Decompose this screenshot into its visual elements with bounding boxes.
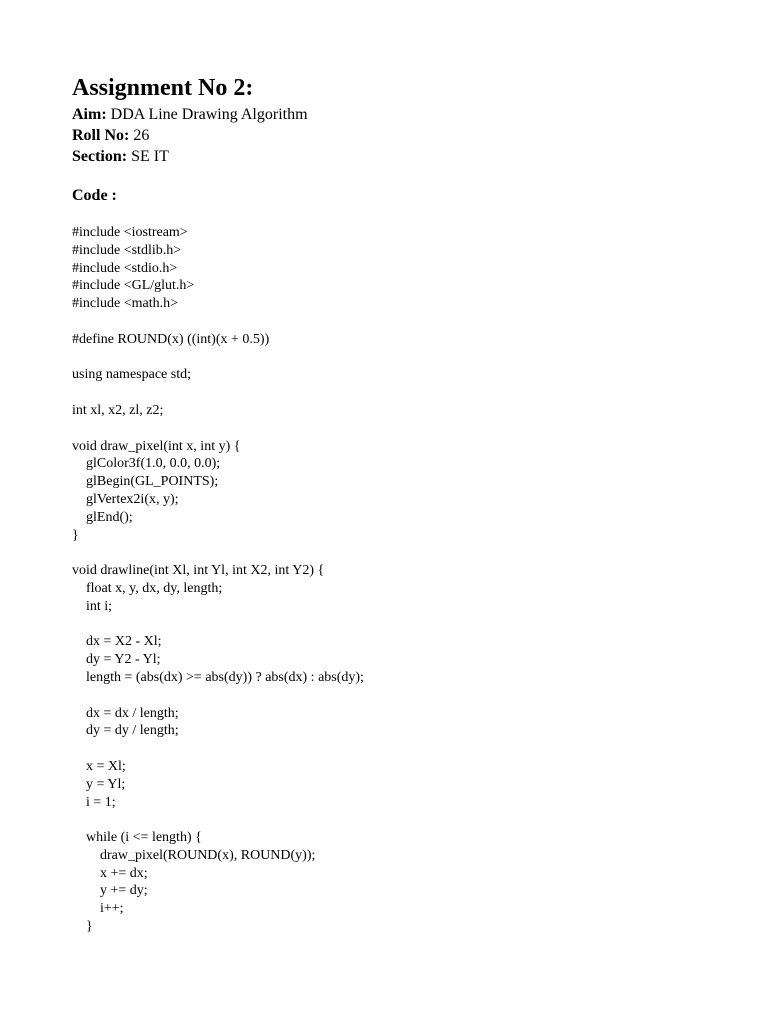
document-page — [72, 74, 732, 936]
code-line: x += dx; — [72, 865, 148, 881]
code-line: using namespace std; — [72, 367, 191, 383]
code-line: #include <stdio.h> — [72, 260, 178, 276]
code-line: int i; — [72, 598, 113, 614]
code-line — [72, 687, 732, 705]
code-line — [72, 420, 732, 438]
code-line: int xl, x2, zl, z2; — [72, 402, 164, 418]
code-line: #include <iostream> — [72, 225, 188, 240]
code-line — [72, 313, 732, 331]
code-line: glEnd(); — [72, 509, 133, 525]
meta-aim-label: Aim: — [72, 106, 107, 123]
meta-roll-no — [72, 125, 732, 146]
meta-aim — [72, 104, 732, 125]
code-line: i++; — [72, 901, 124, 917]
document-title: Assignment No 2: — [72, 75, 254, 101]
code-line — [72, 740, 732, 758]
code-line — [72, 616, 732, 634]
code-line: glColor3f(1.0, 0.0, 0.0); — [72, 456, 221, 472]
code-line: y += dy; — [72, 883, 148, 899]
code-line: i = 1; — [72, 794, 116, 810]
code-block — [72, 224, 732, 936]
code-line: #define ROUND(x) ((int)(x + 0.5)) — [72, 331, 270, 347]
code-line: dy = dy / length; — [72, 723, 179, 739]
meta-section-value: SE IT — [127, 148, 169, 165]
meta-aim-value: DDA Line Drawing Algorithm — [106, 106, 308, 123]
code-line: #include <math.h> — [72, 296, 178, 312]
code-line: x = Xl; — [72, 758, 126, 774]
code-line: glVertex2i(x, y); — [72, 491, 179, 507]
code-line: } — [72, 919, 93, 935]
code-line: dx = X2 - Xl; — [72, 634, 162, 650]
code-line: } — [72, 527, 79, 543]
meta-section-label: Section: — [72, 148, 128, 165]
code-line: y = Yl; — [72, 776, 126, 792]
code-line: #include <GL/glut.h> — [72, 278, 195, 294]
meta-section — [72, 146, 732, 167]
code-line: glBegin(GL_POINTS); — [72, 474, 219, 490]
code-line: float x, y, dx, dy, length; — [72, 580, 223, 596]
code-line: while (i <= length) { — [72, 830, 202, 846]
code-line — [72, 349, 732, 367]
code-line — [72, 544, 732, 562]
code-line: length = (abs(dx) >= abs(dy)) ? abs(dx) : abs(dy); — [72, 669, 364, 685]
code-line — [72, 811, 732, 829]
code-line — [72, 384, 732, 402]
code-line: #include <stdlib.h> — [72, 242, 182, 258]
code-line: dx = dx / length; — [72, 705, 179, 721]
meta-roll-no-label: Roll No: — [72, 127, 130, 144]
code-line: draw_pixel(ROUND(x), ROUND(y)); — [72, 847, 316, 863]
code-line: dy = Y2 - Yl; — [72, 652, 161, 668]
code-line: void draw_pixel(int x, int y) { — [72, 438, 241, 454]
code-line: void drawline(int Xl, int Yl, int X2, int Y2) { — [72, 563, 325, 579]
meta-roll-no-value: 26 — [129, 127, 150, 144]
code-heading: Code : — [72, 187, 117, 204]
